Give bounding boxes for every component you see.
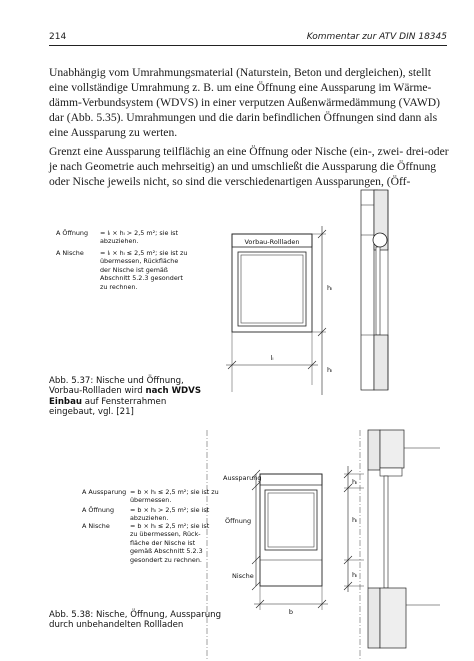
fig2-drawing	[207, 430, 360, 660]
fig1-roller-shutter	[373, 233, 387, 247]
fig2-wall-section	[344, 430, 440, 648]
fig2-rollladen-box	[260, 474, 322, 485]
fig1-def-nische-value: = lₗ × hₗ ≤ 2,5 m²; sie ist zu übermessen, Rückfläche der Nische ist gemäß Abschnitt 5.2.3 gesondert zu rechnen.	[100, 249, 188, 291]
fig1-caption-bold: nach WDVS Einbau	[49, 386, 202, 407]
fig1-dim-h2: hₗ	[327, 366, 333, 374]
fig2-label-nische: Nische	[232, 572, 254, 580]
fig2-def-nische-value: = b × hₗ ≤ 2,5 m²; sie ist zu übermessen, Rück- fläche der Nische ist gemäß Abschnitt 5.2.3 gesondert zu rechnen.	[130, 522, 210, 564]
page-number: 214	[49, 32, 67, 42]
fig1-window-frame	[238, 252, 306, 326]
fig1-dim-l: lₗ	[270, 354, 274, 362]
fig1-window-glass	[241, 255, 303, 323]
fig1-def-nische-key: A Nische	[56, 249, 84, 257]
fig2-def-aussparung	[82, 488, 219, 505]
fig1-dim-h1: hₗ	[327, 284, 333, 292]
running-title: Kommentar zur ATV DIN 18345	[306, 32, 447, 42]
fig2-def-oeffnung	[82, 506, 209, 523]
fig2-def-aussparung-key: A Aussparung	[82, 488, 127, 496]
fig1-def-oeffnung-value: = lₗ × hₗ > 2,5 m²; sie ist abzuziehen.	[100, 229, 179, 246]
fig2-caption: Abb. 5.38: Nische, Öffnung, Aussparung durch unbehandelten Rollladen	[49, 610, 222, 631]
fig1-wall-section	[361, 190, 388, 390]
paragraph-1: Unabhängig vom Umrahmungsmaterial (Naturstein, Beton und dergleichen), stellt eine vollständige Umrahmung z. B. um eine Öffnung eine Aussparung im Wärme-dämm-Verbundsystem (WDVS) in einer verputzen Außenwärmedämmung (VAWD) dar (Abb. 5.35). Umrahmungen und die darin befindlichen Öffnungen sind dann als eine Aussparung zu werten.	[49, 66, 441, 139]
fig2-dim-h3: hₗ	[352, 571, 358, 579]
fig1-window-outer	[232, 234, 312, 332]
fig2-def-aussparung-value: = b × hₗ ≤ 2,5 m²; sie ist zu übermessen.	[130, 488, 219, 505]
fig2-dim-b: b	[288, 608, 294, 616]
fig2-def-oeffnung-value: = b × hₗ > 2,5 m²; sie ist abzuziehen.	[130, 506, 210, 523]
fig1-caption: Abb. 5.37: Nische und Öffnung, Vorbau-Rollladen wird nach WDVS Einbau auf Fensterrahmen eingebaut, vgl. [21]	[49, 376, 202, 418]
fig1-def-oeffnung-key: A Öffnung	[56, 229, 89, 237]
fig2-dim-h1: hₗ	[352, 478, 358, 486]
fig2-label-aussparung: Aussparung	[223, 474, 262, 482]
fig2-dim-h2: hₗ	[352, 516, 358, 524]
fig1-label-vorbau: Vorbau-Rollladen	[244, 238, 300, 246]
fig2-def-nische	[82, 522, 209, 564]
fig2-window-outer	[260, 474, 322, 586]
fig2-def-nische-key: A Nische	[82, 522, 110, 530]
fig2-def-oeffnung-key: A Öffnung	[82, 506, 115, 514]
fig2-label-oeffnung: Öffnung	[225, 517, 252, 525]
paragraph-2: Grenzt eine Aussparung teilflächig an eine Öffnung oder Nische (ein-, zwei- drei-oder je nach Geometrie auch mehrseitig) an und umschließt die Aussparung die Öffnung oder Nische jeweils nicht, so sind die verschiedenartigen Aussparungen, (Öff-	[49, 145, 449, 188]
fig2-window-frame	[265, 490, 317, 550]
